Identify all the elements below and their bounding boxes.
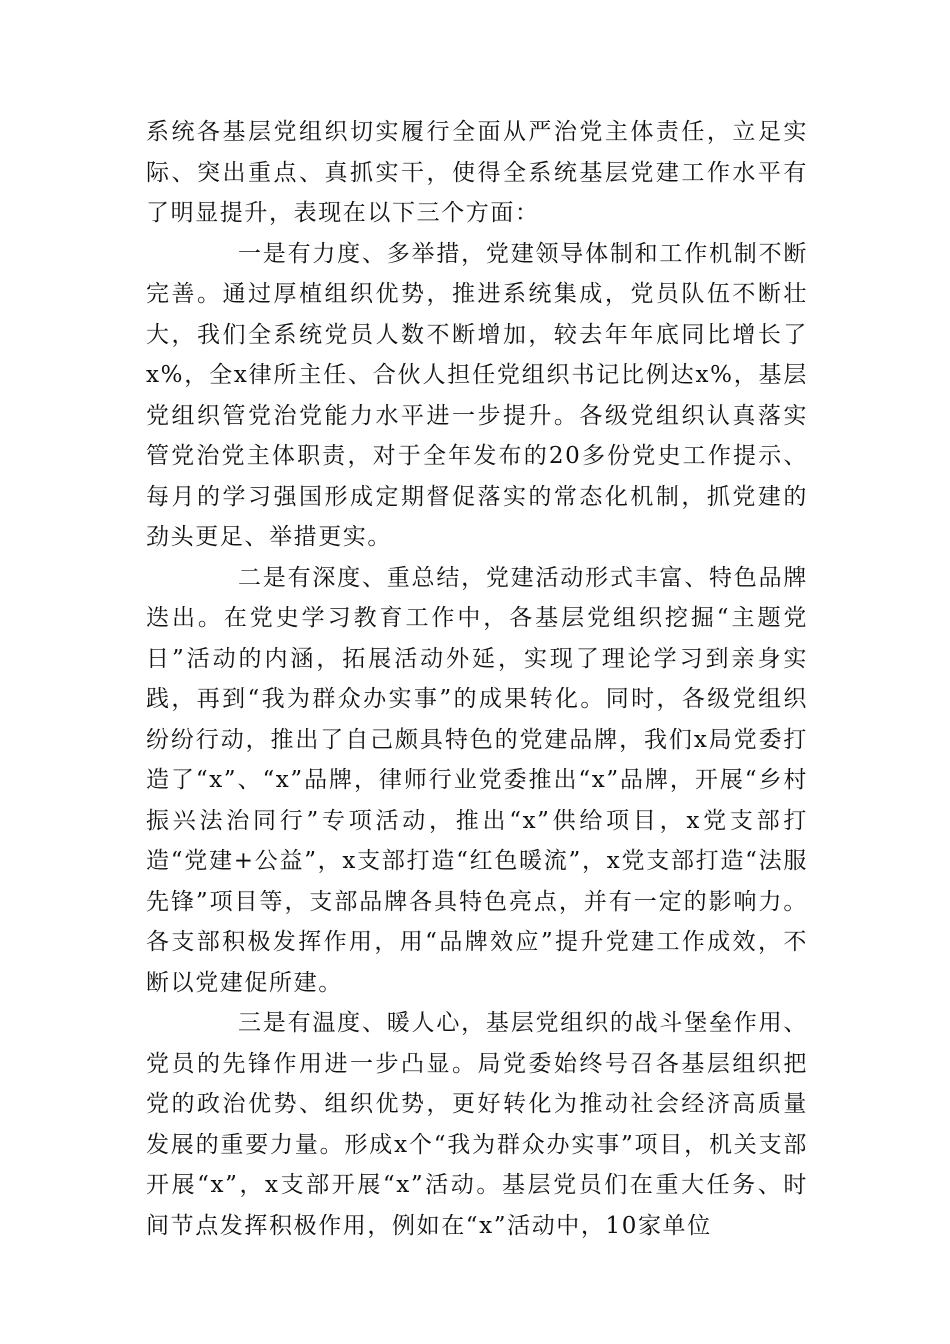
paragraph-point-one: 一是有力度、多举措，党建领导体制和工作机制不断完善。通过厚植组织优势，推进系统集成，党员队伍不断壮大，我们全系统党员人数不断增加，较去年年底同比增长了x%，全x律所主任、合伙人担任党组织书记比例达x%，基层党组织管党治党能力水平进一步提升。各级党组织认真落实管党治党主体职责，对于全年发布的20多份党史工作提示、每月的学习强国形成定期督促落实的常态化机制，抓党建的劲头更足、举措更实。 — [146, 240, 808, 550]
paragraph-point-three: 三是有温度、暖人心，基层党组织的战斗堡垒作用、党员的先锋作用进一步凸显。局党委始终号召各基层组织把党的政治优势、组织优势，更好转化为推动社会经济高质量发展的重要力量。形成x个“我为群众办实事”项目，机关支部开展“x”，x支部开展“x”活动。基层党员们在重大任务、时间节点发挥积极作用，例如在“x”活动中，10家单位 — [146, 1010, 808, 1239]
document-body — [146, 112, 808, 1246]
paragraph-point-two: 二是有深度、重总结，党建活动形式丰富、特色品牌迭出。在党史学习教育工作中，各基层党组织挖掘“主题党日”活动的内涵，拓展活动外延，实现了理论学习到亲身实践，再到“我为群众办实事”的成果转化。同时，各级党组织纷纷行动，推出了自己颇具特色的党建品牌，我们x局党委打造了“x”、“x”品牌，律师行业党委推出“x”品牌，开展“乡村振兴法治同行”专项活动，推出“x”供给项目，x党支部打造“党建+公益”，x支部打造“红色暖流”，x党支部打造“法服先锋”项目等，支部品牌各具特色亮点，并有一定的影响力。各支部积极发挥作用，用“品牌效应”提升党建工作成效，不断以党建促所建。 — [146, 564, 808, 996]
paragraph-intro: 系统各基层党组织切实履行全面从严治党主体责任，立足实际、突出重点、真抓实干，使得全系统基层党建工作水平有了明显提升，表现在以下三个方面： — [146, 119, 808, 226]
